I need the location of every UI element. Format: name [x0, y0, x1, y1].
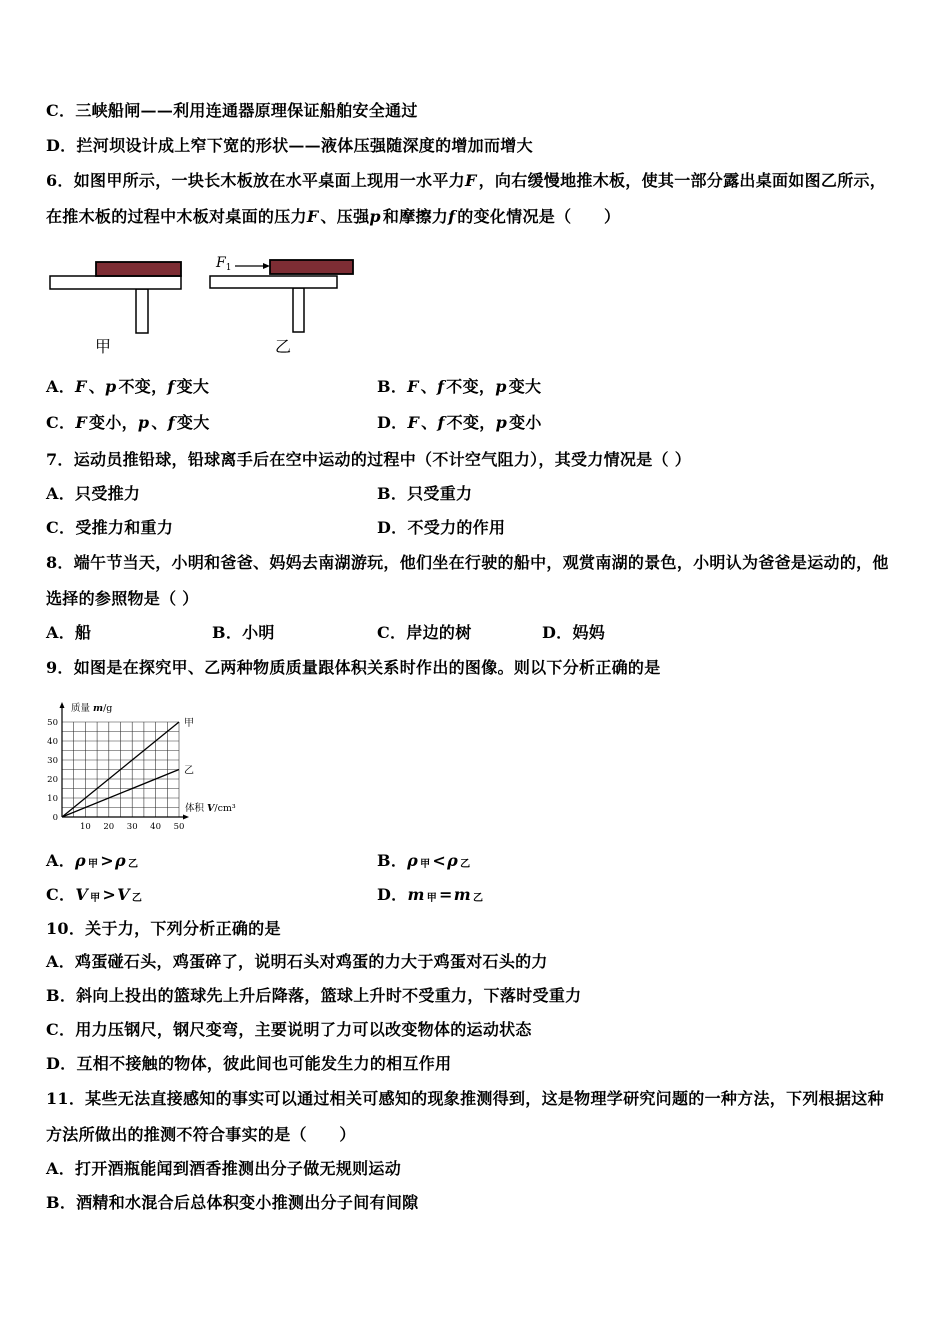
q9-mass-volume-chart	[44, 698, 256, 834]
option-subscript: 甲	[87, 859, 99, 870]
q6-stem-text: 6．如图甲所示，一块长木板放在水平桌面上现用一水平力	[46, 171, 465, 190]
option-symbol: p	[137, 413, 150, 432]
q11-stem-line-1: 11．某些无法直接感知的事实可以通过相关可感知的现象推测得到，这是物理学研究问题的一种方法，下列根据这种	[46, 1089, 884, 1108]
q6-stem-text: ，向右缓慢地推木板，使其一部分露出桌面如图乙所示，	[478, 171, 887, 190]
x-axis-label	[185, 802, 236, 814]
x-tick-label: 10	[79, 822, 91, 832]
q6-stem-text: 的变化情况是（ ）	[457, 207, 621, 226]
q9-option-d	[377, 885, 484, 909]
q11-option-a: A．打开酒瓶能闻到酒香推测出分子做无规则运动	[46, 1159, 402, 1178]
option-text: B．	[377, 377, 408, 396]
q9-option-b	[377, 851, 471, 875]
figure-label-jia: 甲	[94, 337, 112, 356]
option-text: 、	[151, 413, 168, 432]
symbol-friction: f	[448, 207, 456, 226]
q6-stem-text: 和摩擦力	[382, 207, 449, 226]
q10-option-a: A．鸡蛋碰石头，鸡蛋碎了，说明石头对鸡蛋的力大于鸡蛋对石头的力	[46, 952, 548, 971]
q7-option-d: D．不受力的作用	[377, 518, 506, 537]
table-top	[210, 276, 337, 288]
q6-stem-text: 在推木板的过程中木板对桌面的压力	[46, 207, 307, 226]
q6-option-d	[377, 413, 542, 433]
q9-stem: 9．如图是在探究甲、乙两种物质质量跟体积关系时作出的图像。则以下分析正确的是	[46, 658, 661, 677]
option-operator: <	[432, 851, 447, 870]
option-symbol: ρ	[115, 851, 126, 870]
option-symbol: F	[407, 413, 420, 432]
q8-option-b: B．小明	[212, 623, 275, 642]
x-tick-label: 30	[126, 822, 138, 832]
figure-jia	[50, 262, 181, 356]
option-symbol: F	[407, 377, 419, 396]
y-tick-label: 40	[47, 737, 58, 747]
table-leg	[293, 288, 304, 332]
force-subscript: 1	[225, 263, 232, 273]
q6-option-c	[46, 413, 210, 433]
option-symbol: f	[437, 413, 445, 432]
option-text: 变大	[176, 377, 210, 396]
option-symbol: f	[167, 413, 175, 432]
table-top	[50, 276, 181, 289]
q7-option-b: B．只受重力	[377, 484, 473, 503]
option-text: 、	[420, 377, 438, 396]
option-symbol: F	[75, 377, 87, 396]
option-text: 不变，	[446, 413, 496, 432]
series-label-2: 乙	[184, 765, 194, 777]
q8-stem-line-2: 选择的参照物是（ ）	[46, 589, 199, 608]
x-axis-label-part: V	[207, 803, 215, 814]
y-tick-label: 30	[47, 756, 58, 766]
force-label	[215, 255, 231, 273]
y-axis-label-part: 质量	[71, 703, 94, 714]
option-symbol: m	[407, 885, 425, 904]
option-symbol: m	[453, 885, 471, 904]
q7-stem: 7．运动员推铅球，铅球离手后在空中运动的过程中（不计空气阻力），其受力情况是（ ）	[46, 450, 692, 469]
option-subscript: 甲	[426, 893, 438, 904]
option-subscript: 甲	[420, 859, 431, 870]
option-text: B．	[377, 851, 408, 870]
option-text: 变小，	[89, 413, 138, 432]
force-arrow-head	[263, 263, 270, 269]
option-subscript: 乙	[131, 893, 143, 904]
q10-option-c: C．用力压钢尺，钢尺变弯，主要说明了力可以改变物体的运动状态	[46, 1020, 532, 1039]
option-symbol: F	[75, 413, 88, 432]
figure-yi	[210, 255, 353, 356]
option-text: D．	[377, 885, 408, 904]
y-axis-label-part: m	[93, 703, 104, 714]
q5-option-d: D．拦河坝设计成上窄下宽的形状——液体压强随深度的增加而增大	[46, 136, 533, 155]
option-subscript: 乙	[127, 859, 139, 870]
option-text: 不变，	[446, 377, 496, 396]
q6-stem-line-2	[46, 207, 620, 227]
symbol-pressure: p	[369, 207, 381, 226]
symbol-force: F	[306, 207, 319, 226]
option-text: D．	[377, 413, 408, 432]
y-axis-label	[71, 702, 112, 714]
option-text: 变小	[509, 413, 542, 432]
x-axis-label-part: 体积	[185, 803, 208, 814]
x-tick-label: 50	[173, 822, 185, 832]
symbol-force: F	[464, 171, 477, 190]
q8-option-a: A．船	[46, 623, 92, 642]
option-symbol: p	[495, 377, 507, 396]
q6-figure	[44, 246, 364, 358]
y-axis-label-part: /g	[103, 703, 113, 714]
q10-option-b: B．斜向上投出的篮球先上升后降落，篮球上升时不受重力，下落时受重力	[46, 986, 582, 1005]
x-tick-label: 20	[103, 822, 115, 832]
option-symbol: ρ	[75, 851, 86, 870]
option-symbol: V	[75, 885, 89, 904]
force-symbol: F	[216, 255, 226, 271]
wooden-board	[270, 260, 353, 274]
q6-stem-text: 、压强	[320, 207, 370, 226]
q9-option-c	[46, 885, 143, 909]
option-text: A．	[46, 377, 76, 396]
y-tick-label: 20	[47, 775, 58, 785]
q6-option-b	[377, 377, 541, 397]
x-tick-label: 40	[150, 822, 162, 832]
q7-option-a: A．只受推力	[46, 484, 141, 503]
y-tick-label: 50	[47, 718, 58, 728]
option-text: C．	[46, 885, 76, 904]
table-leg	[136, 289, 148, 333]
option-symbol: f	[167, 377, 175, 396]
option-symbol: p	[495, 413, 508, 432]
y-axis-arrow	[60, 702, 65, 708]
y-tick-label: 0	[52, 813, 58, 823]
y-tick-label: 10	[47, 794, 58, 804]
series-label-1: 甲	[184, 718, 194, 729]
option-symbol: ρ	[407, 851, 419, 870]
option-operator: >	[100, 851, 114, 870]
q6-option-a	[46, 377, 209, 397]
option-text: A．	[46, 851, 76, 870]
wooden-board	[96, 262, 181, 276]
q9-option-a	[46, 851, 139, 875]
q11-stem-line-2: 方法所做出的推测不符合事实的是（ ）	[46, 1125, 356, 1144]
option-text: 变大	[176, 413, 210, 432]
option-symbol: p	[105, 377, 117, 396]
figure-label-yi: 乙	[274, 337, 292, 356]
option-subscript: 乙	[472, 893, 484, 904]
q10-stem: 10．关于力，下列分析正确的是	[46, 919, 281, 938]
q8-option-d: D．妈妈	[542, 623, 606, 642]
option-subscript: 甲	[90, 893, 101, 904]
option-subscript: 乙	[460, 859, 471, 870]
q5-option-c: C．三峡船闸——利用连通器原理保证船舶安全通过	[46, 101, 418, 120]
option-text: 、	[88, 377, 105, 396]
x-axis-label-part: /cm³	[214, 803, 236, 814]
option-operator: =	[439, 885, 453, 904]
q11-option-b: B．酒精和水混合后总体积变小推测出分子间有间隙	[46, 1193, 419, 1212]
q6-stem-line-1	[46, 171, 886, 191]
option-symbol: V	[117, 885, 130, 904]
option-text: 不变，	[118, 377, 168, 396]
q8-option-c: C．岸边的树	[377, 623, 472, 642]
option-text: 、	[421, 413, 438, 432]
option-symbol: ρ	[447, 851, 459, 870]
option-text: 变大	[508, 377, 542, 396]
option-symbol: f	[437, 377, 445, 396]
x-axis-arrow	[183, 815, 189, 820]
q10-option-d: D．互相不接触的物体，彼此间也可能发生力的相互作用	[46, 1054, 452, 1073]
q7-option-c: C．受推力和重力	[46, 518, 174, 537]
q8-stem-line-1: 8．端午节当天，小明和爸爸、妈妈去南湖游玩，他们坐在行驶的船中，观赏南湖的景色，小明认为爸爸是运动的，他	[46, 553, 889, 572]
option-operator: >	[102, 885, 117, 904]
option-text: C．	[46, 413, 76, 432]
